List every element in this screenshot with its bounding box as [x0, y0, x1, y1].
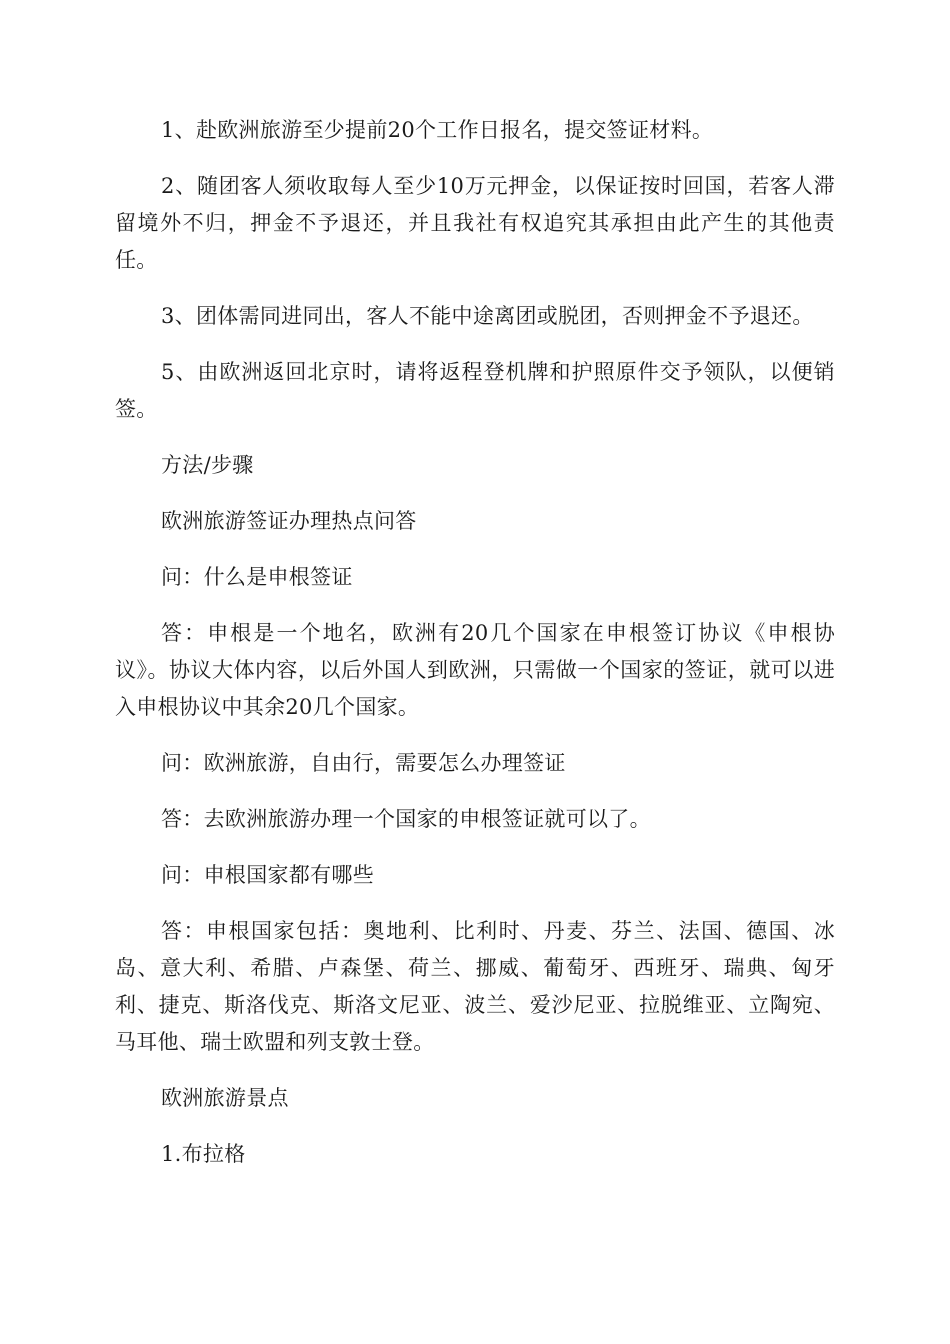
- answer-independent-travel-visa: 答：去欧洲旅游办理一个国家的申根签证就可以了。: [161, 807, 651, 831]
- paragraph-return-boarding-pass: 5、由欧洲返回北京时，请将返程登机牌和护照原件交予领队，以便销签。: [115, 360, 835, 421]
- question-what-is-schengen: 问：什么是申根签证: [161, 565, 353, 589]
- paragraph-deposit-registration: 1、赴欧洲旅游至少提前20个工作日报名，提交签证材料。: [161, 118, 714, 142]
- answer-schengen-countries: 答：申根国家包括：奥地利、比利时、丹麦、芬兰、法国、德国、冰岛、意大利、希腊、卢森堡、荷兰、挪威、葡萄牙、西班牙、瑞典、匈牙利、捷克、斯洛伐克、斯洛文尼亚、波兰、爱沙尼亚、拉脱维亚、立陶宛、马耳他、瑞士欧盟和列支敦士登。: [115, 919, 835, 1054]
- paragraph-group-travel: 3、团体需同进同出，客人不能中途离团或脱团，否则押金不予退还。: [161, 304, 814, 328]
- section-heading-methods: 方法/步骤: [161, 453, 254, 477]
- section-heading-attractions: 欧洲旅游景点: [161, 1086, 289, 1110]
- section-heading-visa-faq: 欧洲旅游签证办理热点问答: [161, 509, 417, 533]
- answer-what-is-schengen: 答：申根是一个地名，欧洲有20几个国家在申根签订协议《申根协议》。协议大体内容，以后外国人到欧洲，只需做一个国家的签证，就可以进入申根协议中其余20几个国家。: [115, 621, 835, 719]
- document-body: [115, 112, 835, 1192]
- question-independent-travel-visa: 问：欧洲旅游，自由行，需要怎么办理签证: [161, 751, 566, 775]
- paragraph-deposit-guarantee: 2、随团客人须收取每人至少10万元押金，以保证按时回国，若客人滞留境外不归，押金不予退还，并且我社有权追究其承担由此产生的其他责任。: [115, 174, 835, 272]
- attraction-item-prague: 1.布拉格: [161, 1142, 246, 1166]
- question-schengen-countries: 问：申根国家都有哪些: [161, 863, 374, 887]
